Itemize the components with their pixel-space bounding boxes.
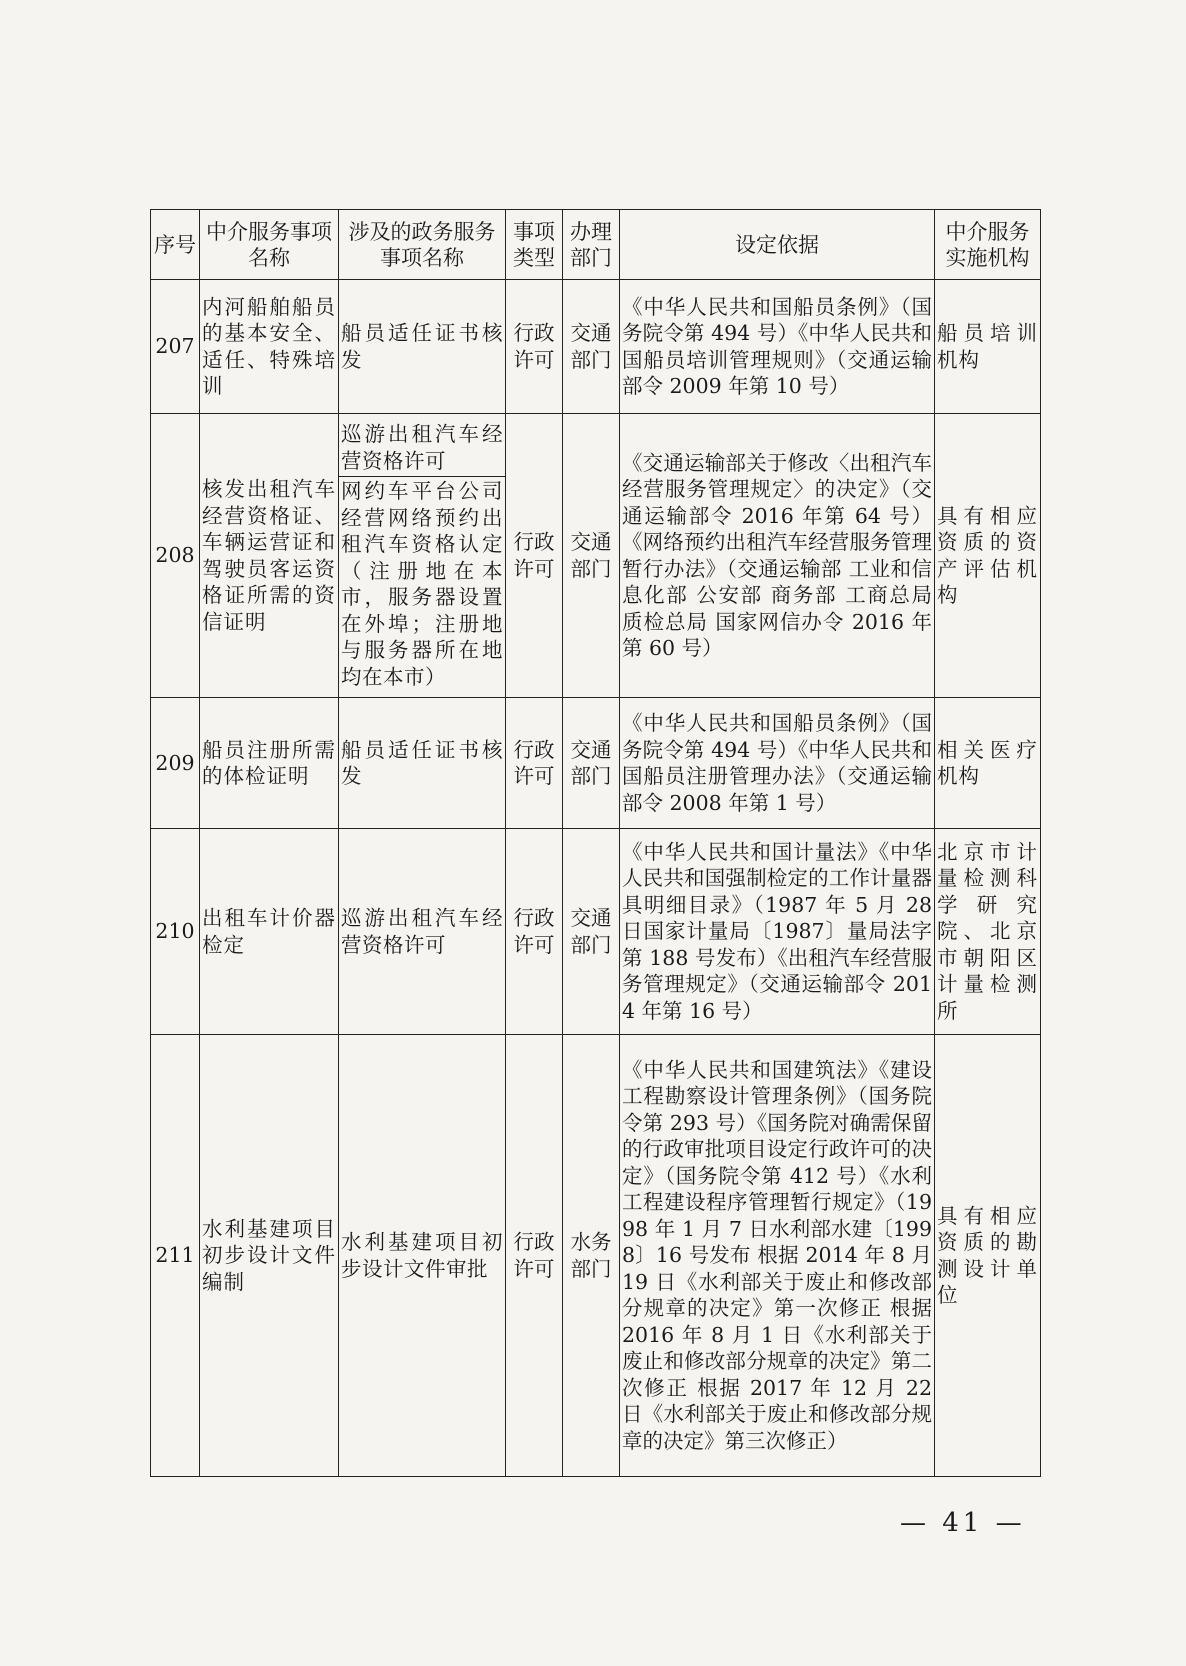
header-item-type: 事项类型 — [506, 210, 563, 280]
row-department: 交通部门 — [563, 280, 620, 414]
header-department: 办理部门 — [563, 210, 620, 280]
row-item-type: 行政许可 — [506, 414, 563, 698]
row-department: 交通部门 — [563, 829, 620, 1035]
row-gov-service-name-group — [339, 414, 506, 698]
row-seq: 209 — [151, 698, 200, 829]
row-service-name: 内河船舶船员的基本安全、适任、特殊培训 — [200, 280, 339, 414]
header-implementing-org: 中介服务实施机构 — [935, 210, 1041, 280]
row-implementing-org: 具有相应资质的勘测设计单位 — [935, 1035, 1041, 1477]
row-item-type: 行政许可 — [506, 1035, 563, 1477]
table-row — [151, 698, 1041, 829]
row-gov-service-name: 水利基建项目初步设计文件审批 — [339, 1035, 506, 1477]
table-row — [151, 829, 1041, 1035]
row-service-name: 出租车计价器检定 — [200, 829, 339, 1035]
page-number: — 41 — — [900, 1508, 1026, 1538]
row-gov-service-name: 巡游出租汽车经营资格许可 — [339, 420, 505, 477]
row-implementing-org: 具有相应资质的资产评估机构 — [935, 414, 1041, 698]
row-seq: 208 — [151, 414, 200, 698]
row-item-type: 行政许可 — [506, 280, 563, 414]
row-department: 水务部门 — [563, 1035, 620, 1477]
services-table — [150, 209, 1041, 1477]
table-header-row — [151, 210, 1041, 280]
row-legal-basis: 《中华人民共和国船员条例》（国务院令第 494 号）《中华人民共和国船员培训管理规则》（交通运输部令 2009 年第 10 号） — [620, 280, 935, 414]
row-legal-basis: 《中华人民共和国计量法》《中华人民共和国强制检定的工作计量器具明细目录》（1987 年 5 月 28 日国家计量局〔1987〕量局法字第 188 号发布）《出租汽车经营服务管理规定》（交通运输部令 2014 年第 16 号） — [620, 829, 935, 1035]
row-item-type: 行政许可 — [506, 698, 563, 829]
row-service-name: 船员注册所需的体检证明 — [200, 698, 339, 829]
table-row — [151, 280, 1041, 414]
row-service-name: 核发出租汽车经营资格证、车辆运营证和驾驶员客运资格证所需的资信证明 — [200, 414, 339, 698]
row-implementing-org: 北京市计量检测科学研究院、北京市朝阳区计量检测所 — [935, 829, 1041, 1035]
row-department: 交通部门 — [563, 698, 620, 829]
row-department: 交通部门 — [563, 414, 620, 698]
row-legal-basis: 《中华人民共和国船员条例》（国务院令第 494 号）《中华人民共和国船员注册管理办法》（交通运输部令 2008 年第 1 号） — [620, 698, 935, 829]
row-seq: 211 — [151, 1035, 200, 1477]
row-service-name: 水利基建项目初步设计文件编制 — [200, 1035, 339, 1477]
table-row — [151, 1035, 1041, 1477]
row-implementing-org: 船员培训机构 — [935, 280, 1041, 414]
header-legal-basis: 设定依据 — [620, 210, 935, 280]
row-legal-basis: 《交通运输部关于修改〈出租汽车经营服务管理规定〉的决定》（交通运输部令 2016 年第 64 号）《网络预约出租汽车经营服务管理暂行办法》（交通运输部 工业和信息化部 公安部 商务部 工商总局 质检总局 国家网信办令 2016 年第 60 号） — [620, 414, 935, 698]
row-implementing-org: 相关医疗机构 — [935, 698, 1041, 829]
row-legal-basis: 《中华人民共和国建筑法》《建设工程勘察设计管理条例》（国务院令第 293 号）《国务院对确需保留的行政审批项目设定行政许可的决定》（国务院令第 412 号）《水利工程建设程序管理暂行规定》（1998 年 1 月 7 日水利部水建〔1998〕16 号发布 根据 2014 年 8 月 19 日《水利部关于废止和修改部分规章的决定》第一次修正 根据 2016 年 8 月 1 日《水利部关于废止和修改部分规章的决定》第二次修正 根据 2017 年 12 月 22 日《水利部关于废止和修改部分规章的决定》第三次修正） — [620, 1035, 935, 1477]
row-seq: 210 — [151, 829, 200, 1035]
table-row — [151, 414, 1041, 698]
row-seq: 207 — [151, 280, 200, 414]
header-service-name: 中介服务事项名称 — [200, 210, 339, 280]
row-gov-service-name: 船员适任证书核发 — [339, 698, 506, 829]
row-gov-service-name: 巡游出租汽车经营资格许可 — [339, 829, 506, 1035]
row-gov-service-name: 网约车平台公司经营网络预约出租汽车资格认定（注册地在本市，服务器设置在外埠；注册地与服务器所在地均在本市） — [341, 479, 503, 689]
row-gov-service-name: 船员适任证书核发 — [339, 280, 506, 414]
header-seq: 序号 — [151, 210, 200, 280]
header-gov-service-name: 涉及的政务服务事项名称 — [339, 210, 506, 280]
row-item-type: 行政许可 — [506, 829, 563, 1035]
